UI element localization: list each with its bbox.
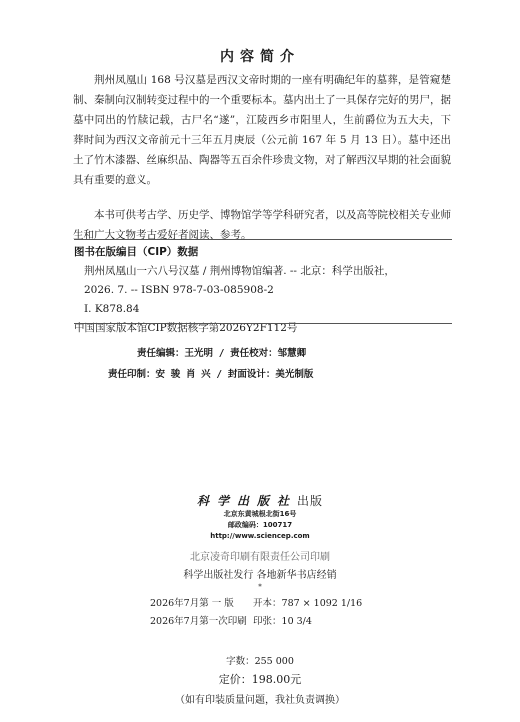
- specs-row-2: [150, 613, 362, 631]
- quality-notice: （如有印装质量问题，我社负责调换）: [175, 695, 345, 706]
- publisher-name: [0, 492, 520, 509]
- print-specs: [150, 595, 362, 631]
- cip-heading: 图书在版编目（CIP）数据: [74, 246, 199, 258]
- edition: 2026年7月第 一 版: [150, 598, 234, 609]
- cip-line-4: 中国国家版本馆CIP数据核字第2026Y2F112号: [74, 322, 298, 334]
- separator-star: *: [258, 583, 262, 591]
- word-count: 字数：255 000: [226, 656, 294, 667]
- specs-row-1: [150, 595, 362, 613]
- publisher-block: [0, 492, 520, 542]
- publisher-name-suffix: 出版: [297, 494, 324, 508]
- credits-production: 责任印制：安 骏 肖 兴 / 封面设计：美光制版: [108, 369, 314, 380]
- publisher-website: http://www.sciencep.com: [210, 532, 310, 540]
- publisher-postcode: 邮政编码：100717: [227, 521, 293, 529]
- publisher-logo: 科学出版社: [196, 494, 297, 508]
- impression: 2026年7月第一次印刷: [150, 616, 247, 627]
- printer-line: 北京凌奇印刷有限责任公司印刷: [190, 552, 330, 563]
- publisher-address: 北京东黄城根北街16号: [223, 510, 297, 518]
- intro-title: 内容简介: [220, 49, 300, 65]
- distribution-line: 科学出版社发行 各地新华书店经销: [183, 570, 337, 581]
- intro-paragraph-2: 本书可供考古学、历史学、博物馆学等学科研究者，以及高等院校相关专业师生和广大文物考古爱好者阅读、参考。: [73, 209, 451, 241]
- cip-top-rule: [74, 239, 452, 240]
- sheets: 印张：10 3/4: [253, 616, 312, 627]
- cip-line-1: 荆州凤凰山一六八号汉墓 / 荆州博物馆编著. -- 北京：科学出版社，: [84, 265, 395, 277]
- format: 开本：787 × 1092 1/16: [253, 598, 363, 609]
- cip-line-2: 2026. 7. -- ISBN 978-7-03-085908-2: [84, 284, 274, 296]
- cip-line-3: Ⅰ. K878.84: [84, 303, 140, 315]
- credits-editors: 责任编辑：王光明 / 责任校对：邹慧卿: [137, 348, 307, 359]
- intro-paragraph-1: 荆州凤凰山 168 号汉墓是西汉文帝时期的一座有明确纪年的墓葬，是管窥楚制、秦制向汉制转变过程中的一个重要标本。墓内出土了一具保存完好的男尸，据墓中同出的竹牍记载，古尸名“遂”，江陵西乡市阳里人，生前爵位为五大夫，下葬时间为西汉文帝前元十三年五月庚辰（公元前 167 年 5 月 13 日）。墓中还出土了竹木漆器、丝麻织品、陶器等五百余件珍贵文物，对了解西汉早期的社会面貌具有重要的意义。: [73, 74, 451, 186]
- cip-bottom-rule: [74, 323, 452, 324]
- price: 定价：198.00元: [218, 673, 302, 686]
